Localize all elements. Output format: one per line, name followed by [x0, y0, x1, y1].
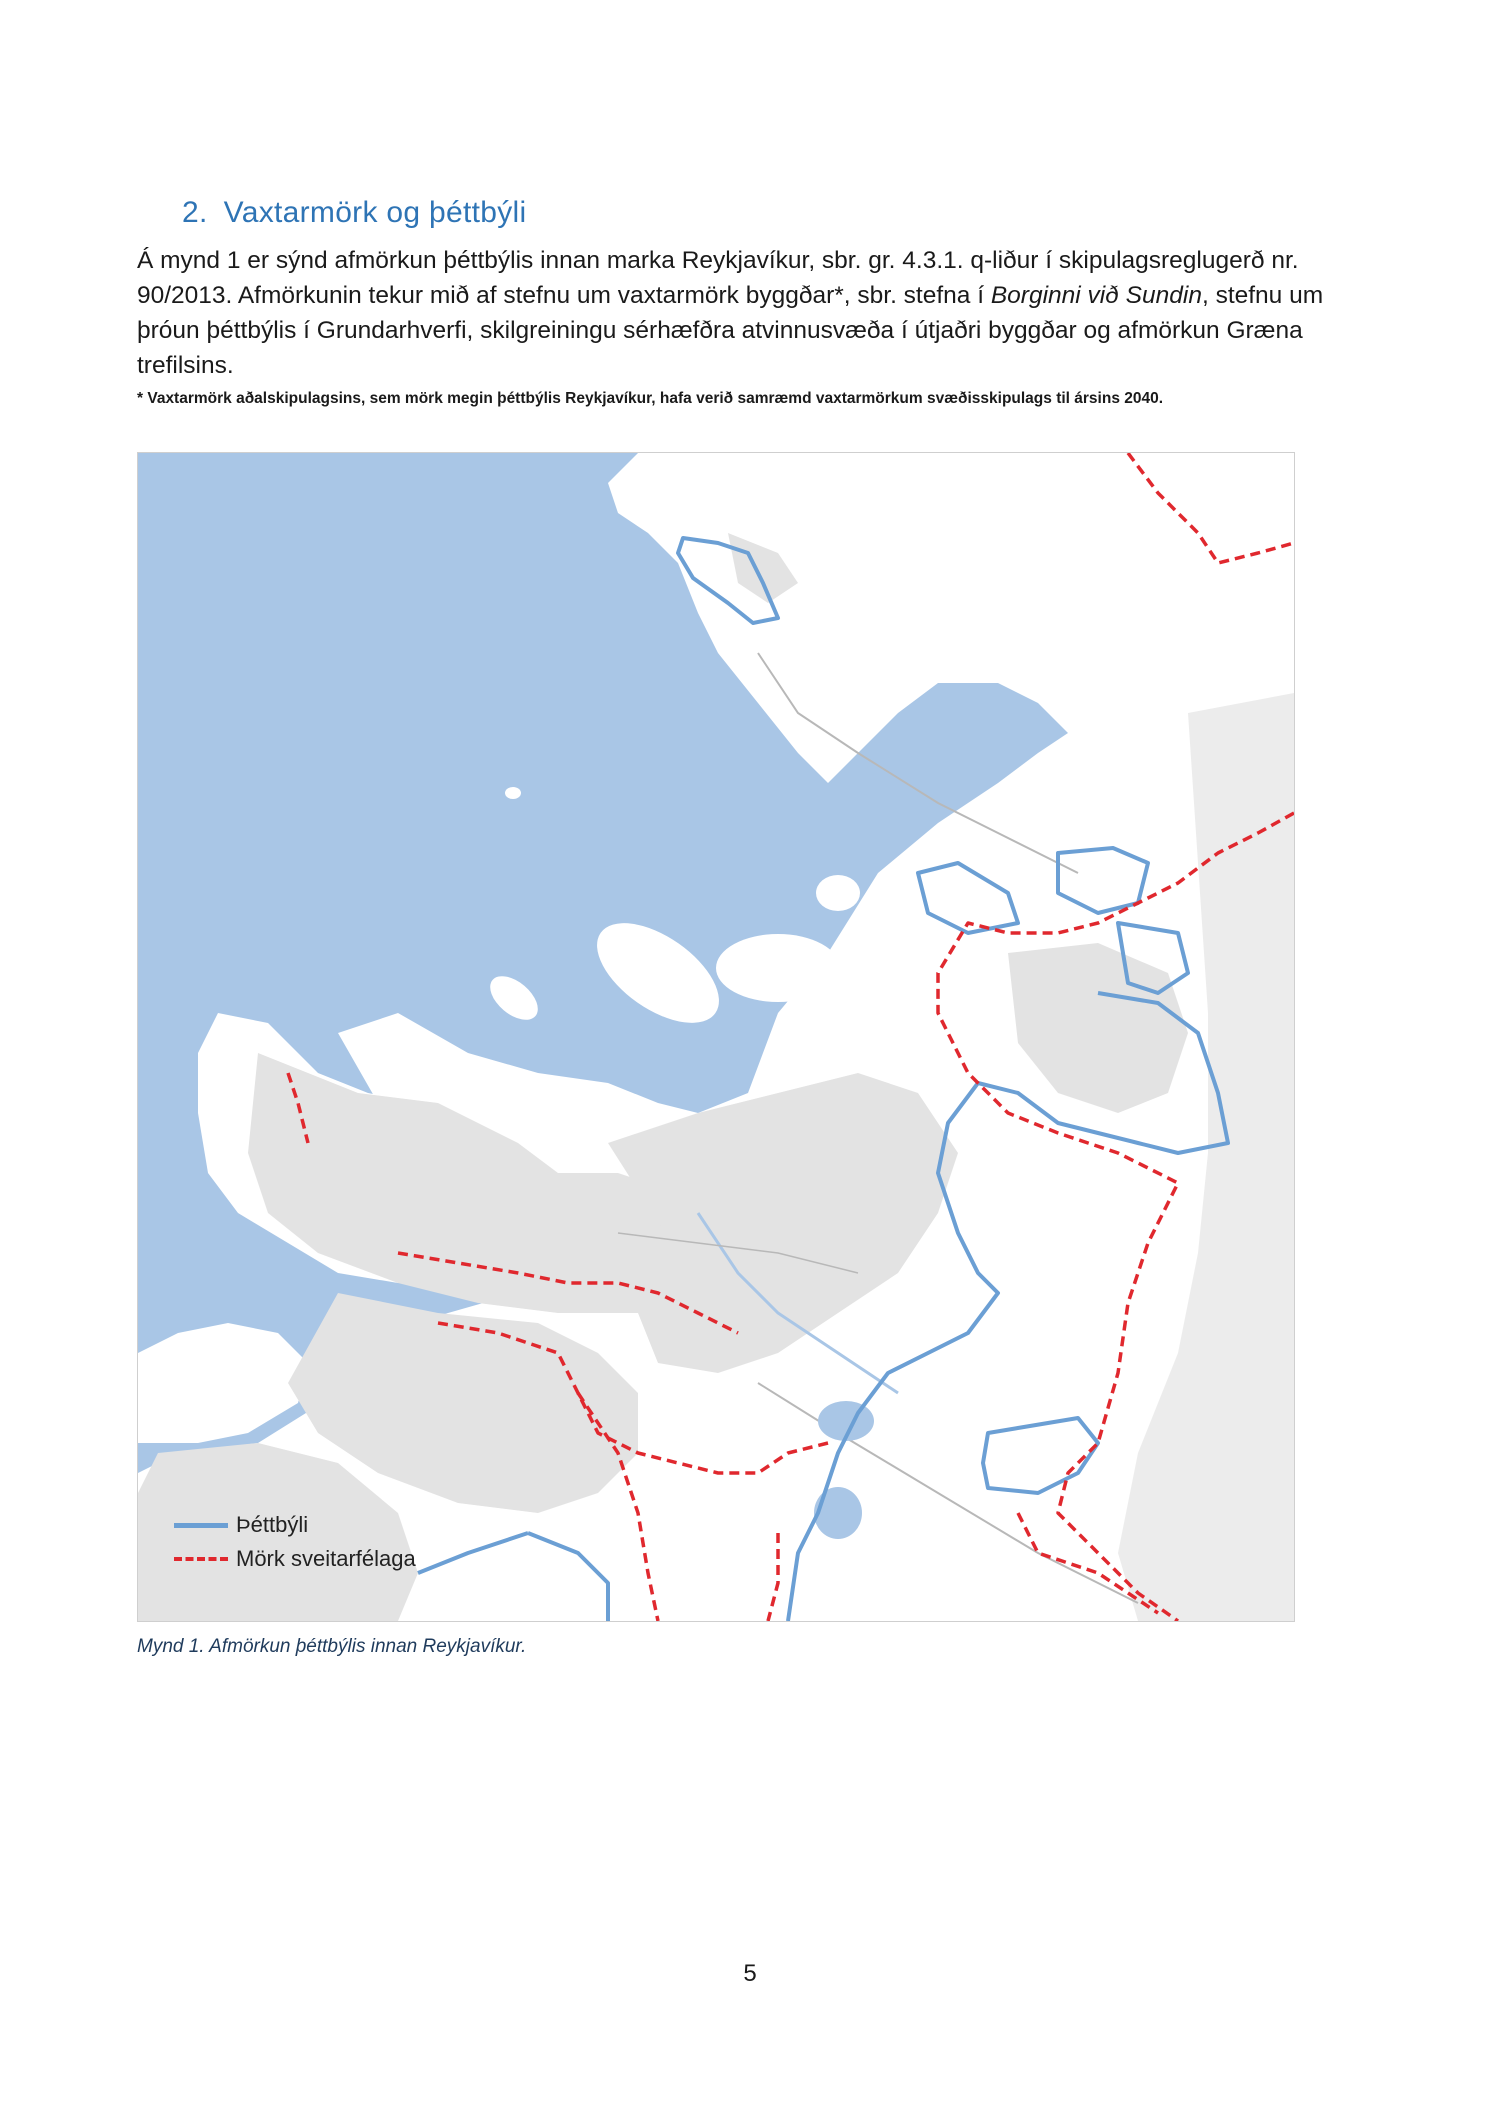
map-legend	[174, 1508, 416, 1576]
legend-item-urban	[174, 1508, 416, 1542]
section-number: 2.	[182, 196, 208, 229]
body-paragraph	[137, 243, 1332, 383]
legend-label-urban: Þéttbýli	[236, 1512, 309, 1537]
map-graphic	[138, 453, 1294, 1621]
legend-item-municipal	[174, 1542, 416, 1576]
paragraph-italic: Borginni við Sundin	[990, 282, 1202, 309]
paragraph-part2: , stefnu um þróun þéttbýlis í Grundarhverfi, skilgreiningu sérhæfðra atvinnusvæða í útjaðri byggðar og afmörkun Græna trefilsins.	[137, 282, 1324, 379]
section-heading	[182, 196, 526, 230]
island-small	[716, 934, 840, 1002]
legend-swatch-municipal	[174, 1557, 228, 1561]
footnote: * Vaxtarmörk aðalskipulagsins, sem mörk megin þéttbýlis Reykjavíkur, hafa verið samræmd vaxtarmörkum svæðisskipulags til ársins 2040.	[137, 390, 1164, 407]
map-figure	[137, 452, 1295, 1622]
page-number: 5	[743, 1960, 757, 1987]
paragraph-part1: Á mynd 1 er sýnd afmörkun þéttbýlis innan marka Reykjavíkur, sbr. gr. 4.3.1. q-liður í skipulagsreglugerð nr. 90/2013. Afmörkunin tekur mið af stefnu um vaxtarmörk byggðar*, sbr. stefna í	[137, 247, 1299, 309]
section-title: Vaxtarmörk og þéttbýli	[223, 196, 527, 229]
legend-swatch-urban	[174, 1523, 228, 1528]
legend-label-municipal: Mörk sveitarfélaga	[236, 1546, 416, 1571]
island-tiny	[505, 787, 521, 799]
lake-south	[814, 1487, 862, 1539]
island-lundey	[816, 875, 860, 911]
figure-caption: Mynd 1. Afmörkun þéttbýlis innan Reykjavíkur.	[137, 1636, 527, 1657]
